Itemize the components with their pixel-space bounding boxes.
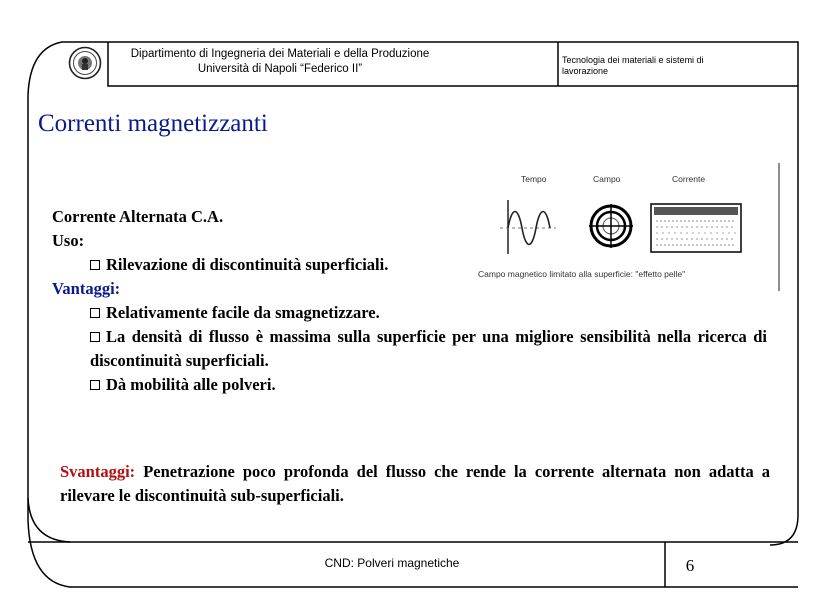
slide-title: Correnti magnetizzanti	[38, 110, 268, 137]
figure-label-tempo: Tempo	[521, 174, 547, 184]
footer-subject: CND: Polveri magnetiche	[324, 556, 460, 570]
figure-border-line	[776, 163, 782, 291]
figure-caption: Campo magnetico limitato alla superficie: "effetto pelle"	[478, 269, 686, 279]
header-institution	[110, 47, 450, 77]
vantaggi-label: Vantaggi:	[52, 279, 121, 298]
list-item: Rilevazione di discontinuità superficiali.	[52, 253, 767, 277]
svantaggi-text: Penetrazione poco profonda del flusso che rende la corrente alternata non adatta a rilevare le discontinuità sub-superficiali.	[60, 462, 771, 505]
uso-label: Uso:	[52, 231, 85, 250]
list-item: La densità di flusso è massima sulla superficie per una migliore sensibilità nella ricerca di discontinuità superficiali.	[90, 327, 767, 370]
figure-label-corrente: Corrente	[672, 174, 706, 184]
page-number: 6	[685, 556, 695, 575]
checkbox-bullet-icon	[90, 260, 100, 270]
university-name: Università di Napoli “Federico II”	[197, 63, 363, 75]
list-item: Relativamente facile da smagnetizzare.	[52, 301, 767, 325]
figure-label-campo: Campo	[593, 174, 621, 184]
course-line-2: lavorazione	[562, 66, 609, 76]
slide-body	[52, 205, 767, 397]
course-line-1: Tecnologia dei materiali e sistemi di	[562, 55, 704, 65]
checkbox-bullet-icon	[90, 332, 100, 342]
department-name: Dipartimento di Ingegneria dei Materiali e della Produzione	[130, 48, 430, 60]
list-item: Dà mobilità alle polveri.	[52, 373, 767, 397]
university-seal-logo	[66, 46, 104, 80]
svantaggi-paragraph	[60, 460, 770, 508]
checkbox-bullet-icon	[90, 308, 100, 318]
svantaggi-label: Svantaggi:	[60, 462, 136, 481]
course-name	[562, 55, 762, 77]
section-heading: Corrente Alternata C.A.	[52, 207, 224, 226]
checkbox-bullet-icon	[90, 380, 100, 390]
